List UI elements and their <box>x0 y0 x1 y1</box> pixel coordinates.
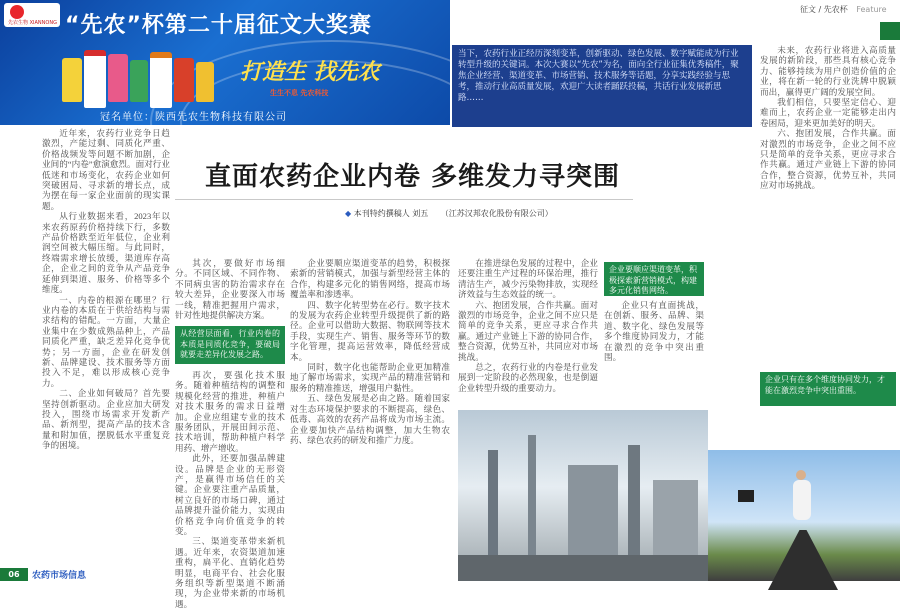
bullet-icon: ◆ <box>345 209 352 218</box>
paragraph: 在推进绿色发展的过程中，企业还要注重生产过程的环保治理，推行清洁生产，减少污染物排放，实现经济效益与生态效益的统一。 <box>458 258 598 300</box>
pull-quote: 从经营层面看，行业内卷的本质是同质化竞争，要破局就要走差异化发展之路。 <box>175 326 285 364</box>
section-label <box>800 4 887 15</box>
section-tag: Feature <box>856 5 887 14</box>
paragraph: 一、内卷的根源在哪里？行业内卷的本质在于供给结构与需求结构的错配。一方面，大量企业集中在少数成熟品种上，产品同质化严重，缺乏差异化竞争优势；另一方面，企业在研发创新、品牌建设、技术服务等方面投入不足，难以形成核心竞争力。 <box>42 294 170 388</box>
product-bottle <box>174 58 194 102</box>
paragraph: 总之，农药行业的内卷是行业发展到一定阶段的必然现象，也是倒逼企业转型升级的重要动力。 <box>458 362 598 393</box>
product-bottle <box>62 58 82 102</box>
sponsor-line: 冠名单位：陕西先农生物科技有限公司 <box>100 112 287 123</box>
paragraph: 三、渠道变革带来新机遇。近年来，农资渠道加速重构，扁平化、直销化趋势明显，电商平台、社会化服务组织等新型渠道不断涌现，为企业带来新的市场机遇。 <box>175 536 285 609</box>
byline-org: （江苏汉邦农化股份有限公司） <box>440 209 553 218</box>
section-marker <box>880 22 900 40</box>
intro-text: 当下，农药行业正经历深刻变革，创新驱动、绿色发展、数字赋能成为行业转型升级的关键词。本次大赛以“先农”为名，面向全行业征集优秀稿件，聚焦企业经营、渠道变革、市场营销、技术服务等话题，分享实践经验与思考，推动行业高质量发展，欢迎广大读者踊跃投稿，共话行业发展新思路…… <box>458 49 739 103</box>
logo-text: 先农生物 XIANNONG <box>8 20 57 26</box>
product-bottle <box>84 50 106 108</box>
section-label-text: 征文 / 先农杯 <box>800 5 848 14</box>
chimney-shape <box>488 450 498 560</box>
paragraph: 我们相信，只要坚定信心、迎难而上，农药企业一定能够走出内卷困局，迎来更加美好的明天。 <box>760 97 896 128</box>
paragraph: 四、数字化转型势在必行。数字技术的发展为农药企业转型升级提供了新的路径。企业可以借助大数据、物联网等技术手段，实现生产、销售、服务等环节的数字化管理，提高运营效率，降低经营成本。 <box>290 299 450 362</box>
runner-head <box>796 470 806 480</box>
pull-quote: 企业要顺应渠道变革，积极探索新营销模式，构建多元化销售网络。 <box>604 262 704 296</box>
paragraph: 从行业数据来看，2023年以来农药原药价格持续下行，多数产品价格跌至近年低位，企业利润空间被大幅压缩。与此同时，终端需求增长放缓，渠道库存高企，企业之间的竞争从产品竞争延伸到渠道、服务、价格等多个维度。 <box>42 211 170 295</box>
contest-banner <box>0 0 450 125</box>
product-bottle <box>108 54 128 102</box>
article-column-2 <box>175 258 285 609</box>
paragraph: 再次，要强化技术服务。随着种植结构的调整和规模化经营的推进，种植户对技术服务的需求日益增加。企业应组建专业的技术服务团队，开展田间示范、技术培训，帮助种植户科学用药、增产增收。 <box>175 369 285 453</box>
byline-author: 本刊特约撰稿人 刘五 <box>353 209 429 218</box>
product-bottle <box>150 52 172 108</box>
slogan: 打造生 找先农 <box>240 59 380 85</box>
paragraph: 近年来，农药行业竞争日趋激烈，产能过剩、同质化严重、价格战频发等问题不断加剧，企业间的“内卷”愈演愈烈。面对行业低迷和市场变化，农药企业如何突破困局、寻求新的增长点，成为摆在每一家企业面前的现实课题。 <box>42 128 170 211</box>
article-column-4 <box>458 258 598 408</box>
paragraph: 六、抱团发展，合作共赢。面对激烈的市场竞争，企业之间不应只是简单的竞争关系，更应寻求合作共赢。通过产业链上下游的协同合作，整合资源，优势互补，共同应对市场挑战。 <box>760 128 896 191</box>
article-column-5 <box>760 45 896 363</box>
chimney-shape <box>628 445 640 560</box>
runner-figure <box>793 480 811 520</box>
tower-shape <box>653 480 698 560</box>
pull-quote: 企业只有在多个维度协同发力，才能在激烈竞争中突出重围。 <box>760 372 896 406</box>
paragraph: 二、企业如何破局？首先要坚持创新驱动。企业应加大研发投入，围绕市场需求开发新产品、新剂型，提高产品的技术含量和附加值，摆脱低水平重复竞争的困境。 <box>42 388 170 451</box>
ground-shape <box>458 555 708 581</box>
product-bottle <box>196 62 214 102</box>
paragraph: 企业要顺应渠道变革的趋势，积极探索新的营销模式，加强与新型经营主体的合作，构建多元化的销售网络，提高市场覆盖率和渗透率。 <box>290 258 450 300</box>
article-column-3 <box>290 258 450 574</box>
product-bottle <box>130 60 148 102</box>
logo-icon <box>10 5 24 19</box>
paragraph: 六、抱团发展，合作共赢。面对激烈的市场竞争，企业之间不应只是简单的竞争关系，更应寻求合作共赢。通过产业链上下游的协同合作，整合资源，优势互补，共同应对市场挑战。 <box>458 299 598 362</box>
runner-photo <box>708 450 900 581</box>
page-number: 06 <box>0 568 28 581</box>
headline: 直面农药企业内卷 多维发力寻突围 <box>205 162 621 192</box>
paragraph: 同时，数字化也能帮助企业更加精准地了解市场需求，实现产品的精准营销和服务的精准推送，增强用户黏性。 <box>290 362 450 393</box>
tower-shape <box>568 465 618 560</box>
paragraph: 此外，还要加强品牌建设。品牌是企业的无形资产，是赢得市场信任的关键。企业要注重产品质量，树立良好的市场口碑，通过品牌提升溢价能力，实现由价格竞争向价值竞争的转变。 <box>175 453 285 537</box>
chimney-shape <box>528 435 536 560</box>
article-column-4b <box>604 300 704 408</box>
slogan-sub: 生生不息 先农科技 <box>270 89 329 97</box>
paragraph: 五、绿色发展是必由之路。随着国家对生态环境保护要求的不断提高，绿色、低毒、高效的农药产品将成为市场主流。企业要加快产品结构调整，加大生物农药、绿色农药的研发和推广力度。 <box>290 393 450 445</box>
intro-box <box>452 45 752 127</box>
company-logo <box>4 3 60 27</box>
factory-photo <box>458 410 708 581</box>
banner-title: “先农”杯第二十届征文大奖赛 <box>65 13 372 38</box>
briefcase-icon <box>738 490 754 502</box>
road-shape <box>768 530 838 590</box>
footer-title: 农药市场信息 <box>32 571 87 581</box>
paragraph: 其次，要做好市场细分。不同区域、不同作物、不同病虫害的防治需求存在较大差异，企业要深入市场一线，精准把握用户需求，针对性地提供解决方案。 <box>175 258 285 321</box>
article-column-1 <box>42 128 170 566</box>
byline <box>345 208 553 219</box>
paragraph: 未来，农药行业将进入高质量发展的新阶段，那些具有核心竞争力、能够持续为用户创造价值的企业，将在新一轮的行业洗牌中脱颖而出，赢得更广阔的发展空间。 <box>760 45 896 97</box>
divider <box>175 199 633 200</box>
paragraph: 企业只有直面挑战，在创新、服务、品牌、渠道、数字化、绿色发展等多个维度协同发力，才能在激烈的竞争中突出重围。 <box>604 300 704 363</box>
